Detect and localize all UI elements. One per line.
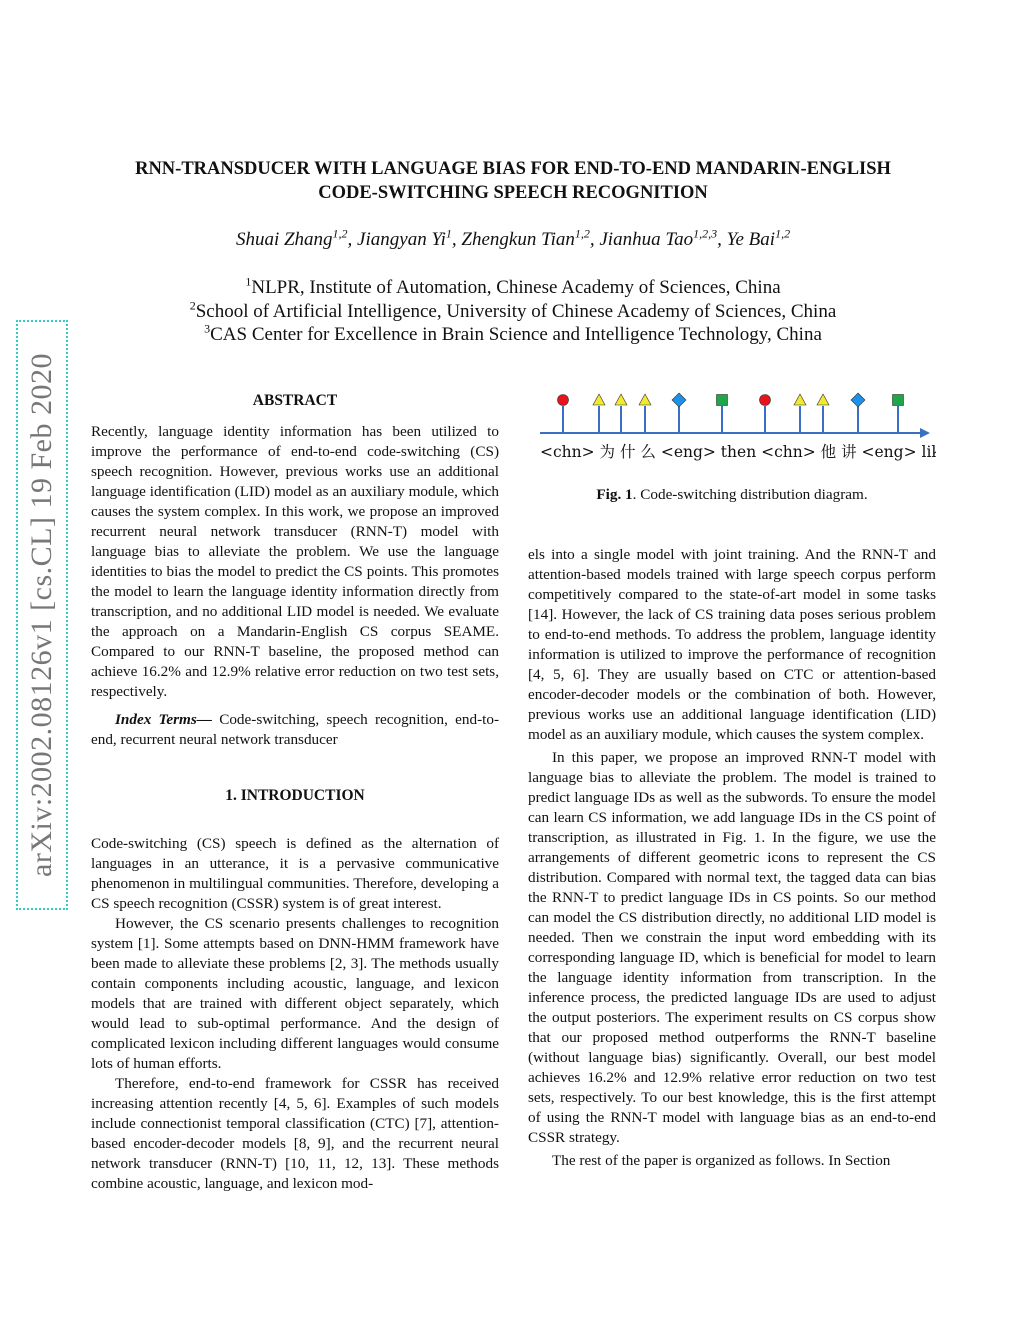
time-axis-arrowhead xyxy=(920,428,930,438)
intro-paragraph-3-continued: els into a single model with joint training. And the RNN-T and attention-based models trained with large speech corpus perform competitively compared to the state-of-art model in some tasks [14]. However, the lack of CS training data poses serious problem to end-to-end methods. To address the problem, language identity information is utilized to improve the performance of recognition [4, 5, 6]. They are usually based on CTC or attention-based encoder-decoder models or the combination of both. However, previous works use an additional language identification (LID) model as an auxiliary module, which causes the system complex. xyxy=(528,546,936,743)
triangle-token-marker xyxy=(593,394,605,405)
abstract-text: Recently, language identity information has been utilized to improve the performance of end-to-end code-switching (CS) speech recognition. However, previous works use an additional language identification (LID) model as an auxiliary module, which causes the system complex. In this work, we propose an improved recurrent neural network transducer (RNN-T) model with language bias to alleviate the problem. We use the language identities to bias the model to predict the CS points. This promotes the model to learn the language identity information directly from transcription, and no additional LID model is needed. We evaluate the approach on a Mandarin-English CS corpus SEAME. Compared to our RNN-T baseline, the proposed method can achieve 16.2% and 12.9% relative error reduction on two test sets, respectively. xyxy=(91,423,499,700)
affiliation-text: School of Artificial Intelligence, University of Chinese Academy of Sciences, China xyxy=(195,300,837,322)
square-token-marker xyxy=(893,395,904,406)
author-name: Zhengkun Tian xyxy=(461,229,575,250)
circle-token-marker xyxy=(760,395,771,406)
intro-paragraph-3: Therefore, end-to-end framework for CSSR has received increasing attention recently [4, 5, 6]. Examples of such models include connectionist temporal classification (CTC) [7], attention-based encoder-decoder models [8, 9], and the recurrent neural network transducer (RNN-T) [10, 11, 12, 13]. These methods combine acoustic, language, and lexicon mod- xyxy=(91,1075,499,1192)
affiliation xyxy=(90,276,936,300)
author-affil-sup: 1,2 xyxy=(332,226,348,241)
intro-paragraph-5: The rest of the paper is organized as follows. In Section xyxy=(552,1152,891,1169)
introduction-heading: 1. INTRODUCTION xyxy=(225,787,365,804)
arxiv-stamp[interactable]: arXiv:2002.08126v1 [cs.CL] 19 Feb 2020 xyxy=(25,353,58,877)
right-column xyxy=(528,545,936,1171)
affiliation xyxy=(90,300,936,324)
triangle-token-marker xyxy=(794,394,806,405)
title-line-2: CODE-SWITCHING SPEECH RECOGNITION xyxy=(318,183,708,203)
triangle-token-marker xyxy=(817,394,829,405)
triangle-token-marker xyxy=(615,394,627,405)
author-list: Shuai Zhang$^{1,2}$, Jiangyan Yi$^1$, Zhengkun Tian$^{1,2}$, Jianhua Tao$^{1,2,3}$, Ye Bai$^{1,2}$ xyxy=(235,226,791,250)
author-name: Jiangyan Yi xyxy=(357,229,446,250)
figure-label: Fig. 1 xyxy=(596,486,633,503)
affiliation-text: CAS Center for Excellence in Brain Science and Intelligence Technology, China xyxy=(210,324,822,345)
author-name: Jianhua Tao xyxy=(599,229,694,250)
affiliation-list xyxy=(90,276,936,347)
circle-token-marker xyxy=(558,395,569,406)
triangle-token-marker xyxy=(639,394,651,405)
author-affil-sup: 1,2,3 xyxy=(693,226,718,241)
author-name: Shuai Zhang xyxy=(235,229,333,250)
square-token-marker xyxy=(717,395,728,406)
affiliation xyxy=(90,323,936,347)
figure-1-caption xyxy=(528,486,936,504)
abstract-heading: ABSTRACT xyxy=(252,392,338,409)
index-terms-label: Index Terms— xyxy=(115,711,212,728)
affiliation-text: NLPR, Institute of Automation, Chinese Academy of Sciences, China xyxy=(251,277,781,298)
affiliation-sup: 2 xyxy=(189,298,196,313)
diamond-token-marker xyxy=(851,393,865,407)
paper-title xyxy=(90,157,936,205)
affiliation-sup: 1 xyxy=(245,274,252,289)
token-sequence-text: <chn> 为 什 么 <eng> then <chn> 他 讲 <eng> like xyxy=(540,443,936,461)
diamond-token-marker xyxy=(672,393,686,407)
title-line-1: RNN-TRANSDUCER WITH LANGUAGE BIAS FOR END-TO-END MANDARIN-ENGLISH xyxy=(135,159,891,179)
author-affil-sup: 1,2 xyxy=(574,226,590,241)
intro-paragraph-1: Code-switching (CS) speech is defined as the alternation of languages in an utterance, it is a pervasive communicative phenomenon in multilingual communities. Therefore, developing a CS speech recognition (CSSR) system is of great interest. xyxy=(91,835,499,912)
author-affil-sup: 1 xyxy=(445,226,452,241)
index-terms-text: Code-switching, speech recognition, end-to-end, recurrent neural network transducer xyxy=(91,711,500,748)
author-name: Ye Bai xyxy=(726,229,776,250)
intro-paragraph-2: However, the CS scenario presents challenges to recognition system [1]. Some attempts based on DNN-HMM framework have been made to alleviate these problems [2, 3]. The methods usually contain components including acoustic, language, and lexicon models that are trained with different object separately, which would lead to sub-optimal performance. And the design of complicated lexicon including different languages would consume lots of human efforts. xyxy=(91,915,499,1072)
intro-paragraph-4: In this paper, we propose an improved RNN-T model with language bias to alleviate the problem. The model is trained to predict language IDs as well as the subwords. To ensure the model can learn CS information, we add language IDs in the CS point of transcription, as illustrated in Fig. 1. In the figure, we use the arrangements of different geometric icons to represent the CS distribution. Compared with normal text, the tagged data can bias the RNN-T to predict language IDs in CS points. So our method can model the CS distribution directly, no additional LID model is needed. Then we constrain the input word embedding with its corresponding language ID, which is beneficial for model to learn the language identity information from transcription. In the inference process, the predicted language IDs are used to adjust the output posteriors. The experiment results on CS corpus show that our proposed method outperforms the RNN-T baseline (without language bias) significantly. Overall, our best model achieves 16.2% and 12.9% relative error reduction on two test sets, respectively. To our best knowledge, this is the first attempt of using the RNN-T model with language bias as an end-to-end CSSR strategy. xyxy=(528,749,936,1146)
affiliation-sup: 3 xyxy=(204,321,211,336)
left-column xyxy=(91,390,499,1194)
author-affil-sup: 1,2 xyxy=(775,226,791,241)
cs-distribution-diagram xyxy=(528,388,936,483)
figure-caption-text: . Code-switching distribution diagram. xyxy=(632,486,868,503)
index-terms xyxy=(91,710,499,750)
